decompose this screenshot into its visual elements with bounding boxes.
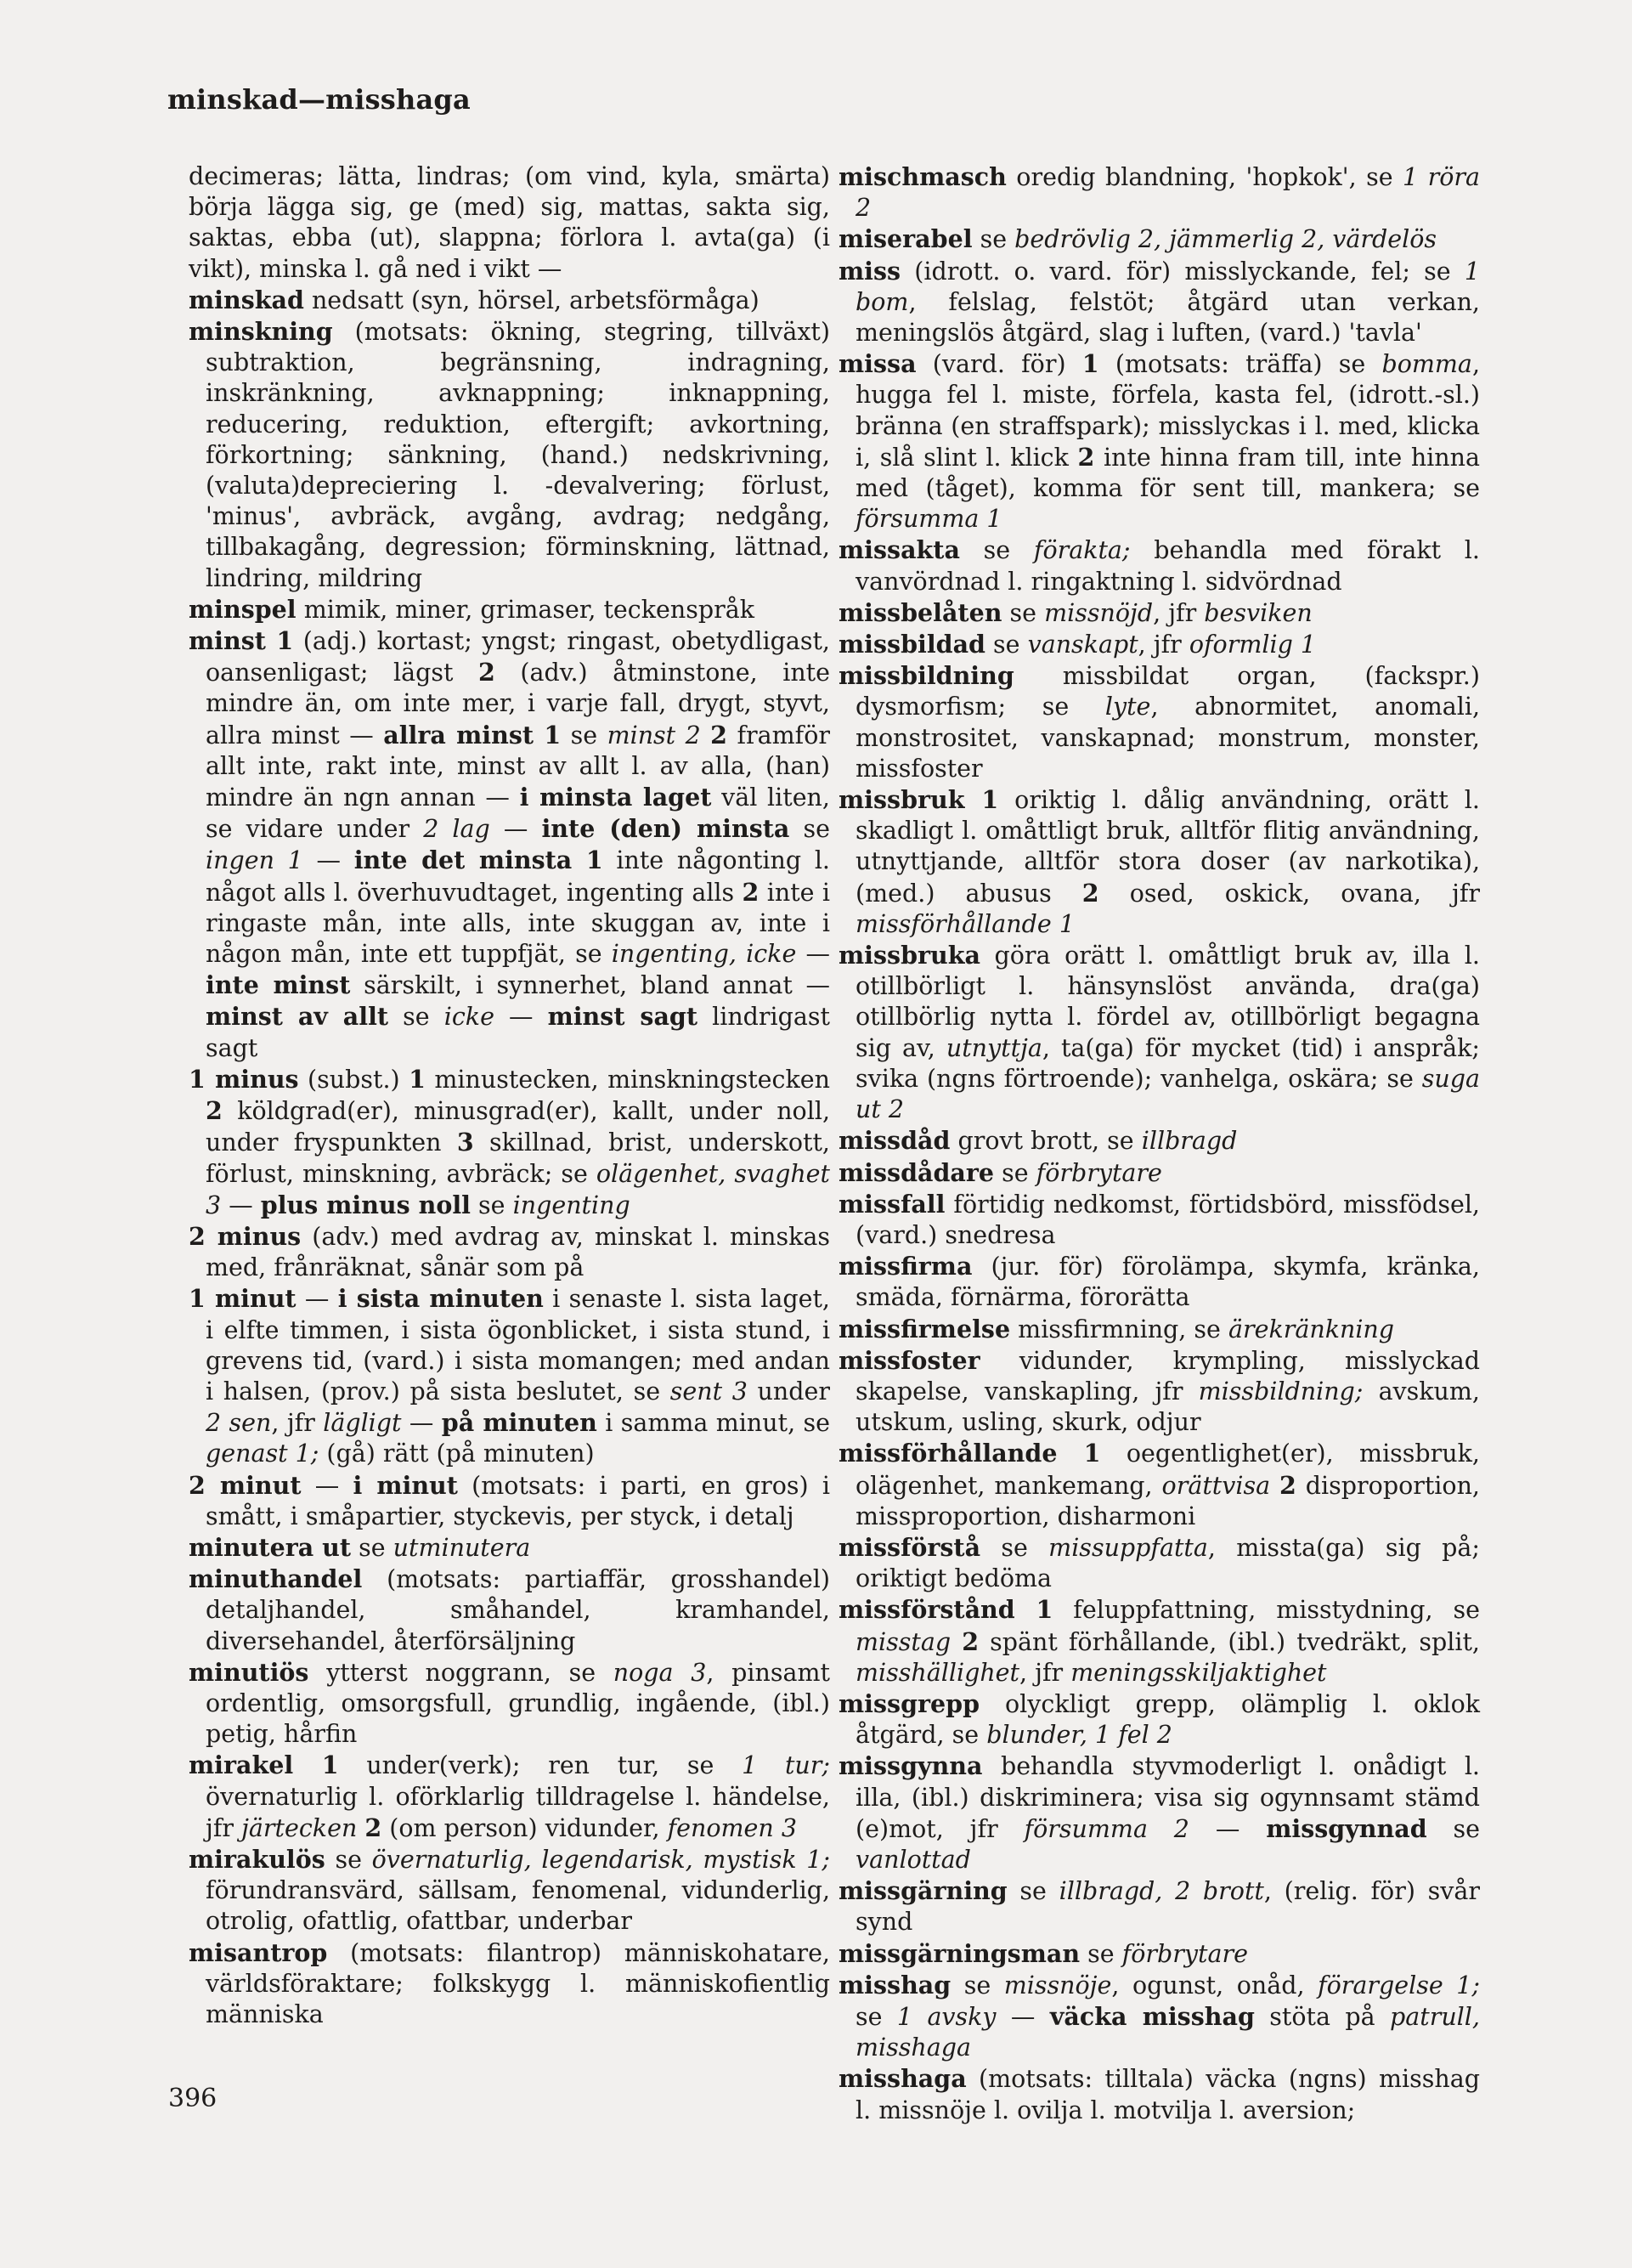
dictionary-entry: minutiös ytterst noggrann, se noga 3, pinsamt ordentlig, omsorgsfull, grundlig, ingående, (ibl.) petig, hårfin xyxy=(189,1657,830,1749)
dictionary-entry: minspel mimik, miner, grimaser, teckenspråk xyxy=(189,594,754,624)
dictionary-entry: minutera ut se utminutera xyxy=(189,1532,531,1562)
dictionary-entry: missfall förtidig nedkomst, förtidsbörd, missfödsel, (vard.) snedresa xyxy=(839,1189,1480,1249)
dictionary-entry: missgynna behandla styvmoderligt l. onådigt l. illa, (ibl.) diskriminera; visa sig ogynnsamt stämd (e)mot, jfr försumma 2 — missgynnad se vanlottad xyxy=(839,1751,1480,1874)
dictionary-entry: minuthandel (motsats: partiaffär, grosshandel) detaljhandel, småhandel, kramhandel, diversehandel, återförsäljning xyxy=(189,1564,830,1655)
dictionary-entry: misshag se missnöje, ogunst, onåd, förargelse 1; se 1 avsky — väcka misshag stöta på patrull, misshaga xyxy=(839,1970,1480,2062)
dictionary-entry: missdådare se förbrytare xyxy=(839,1157,1162,1187)
dictionary-entry: minst 1 (adj.) kortast; yngst; ringast, obetydligast, oansenligast; lägst 2 (adv.) åtminstone, inte mindre än, om inte mer, i varje fall, drygt, styvt, allra minst — allra minst 1 se minst 2 2 framför allt inte, rakt inte, minst av allt l. av alla, (han) mindre än ngn annan — i minsta laget väl liten, se vidare under 2 lag — inte (den) minsta se ingen 1 — inte det minsta 1 inte någonting l. något alls l. överhuvudtaget, ingenting alls 2 inte i ringaste mån, inte alls, inte skuggan av, inte i någon mån, inte ett tuppfjät, se ingenting, icke — inte minst särskilt, i synnerhet, bland annat — minst av allt se icke — minst sagt lindrigast sagt xyxy=(189,626,830,1062)
dictionary-entry: mirakulös se övernaturlig, legendarisk, mystisk 1; förundransvärd, sällsam, fenomenal, vidunderlig, otrolig, ofattlig, ofattbar, underbar xyxy=(189,1844,830,1936)
dictionary-entry: missa (vard. för) 1 (motsats: träffa) se bomma, hugga fel l. miste, förfela, kasta fel, (idrott.-sl.) bränna (en straffspark); misslyckas i l. med, klicka i, slå slint l. klick 2 inte hinna fram till, inte hinna med (tåget), komma för sent till, mankera; se försumma 1 xyxy=(839,349,1480,534)
dictionary-entry: missdåd grovt brott, se illbragd xyxy=(839,1126,1238,1156)
dictionary-entry: minskning (motsats: ökning, stegring, tillväxt) subtraktion, begränsning, indragning, inskränkning, avknappning; inknappning, reducering, reduktion, eftergift; avkortning, förkortning; sänkning, (hand.) nedskrivning, (valuta)depreciering l. -devalvering; förlust, 'minus', avbräck, avgång, avdrag; nedgång, tillbakagång, degression; förminskning, lättnad, lindring, mildring xyxy=(189,317,830,592)
dictionary-entry: 1 minus (subst.) 1 minustecken, minskningstecken 2 köldgrad(er), minusgrad(er), kallt, under noll, under fryspunkten 3 skillnad, brist, underskott, förlust, minskning, avbräck; se olägenhet, svaghet 3 — plus minus noll se ingenting xyxy=(189,1064,830,1219)
running-head: minskad—misshaga xyxy=(167,83,471,116)
dictionary-entry: missbildad se vanskapt, jfr oformlig 1 xyxy=(839,630,1317,659)
dictionary-entry: miserabel se bedrövlig 2, jämmerlig 2, värdelös xyxy=(839,224,1437,254)
dictionary-entry: misshaga (motsats: tilltala) väcka (ngns) misshag l. missnöje l. ovilja l. motvilja l. aversion; xyxy=(839,2064,1480,2124)
dictionary-entry: 1 minut — i sista minuten i senaste l. sista laget, i elfte timmen, i sista ögonblicket, i sista stund, i grevens tid, (vard.) i sista momangen; med andan i halsen, (prov.) på sista beslutet, se sent 3 under 2 sen, jfr lägligt — på minuten i samma minut, se genast 1; (gå) rätt (på minuten) xyxy=(189,1284,831,1468)
dictionary-entry: mirakel 1 under(verk); ren tur, se 1 tur; övernaturlig l. oförklarlig tilldragelse l. händelse, jfr järtecken 2 (om person) vidunder, fenomen 3 xyxy=(189,1750,830,1842)
dictionary-entry: missfirma (jur. för) förolämpa, skymfa, kränka, smäda, förnärma, förorätta xyxy=(839,1252,1480,1312)
dictionary-entry: missbildning missbildat organ, (fackspr.) dysmorfism; se lyte, abnormitet, anomali, monstrositet, vanskapnad; monstrum, monster, missfoster xyxy=(839,661,1480,783)
dictionary-entry: minskad nedsatt (syn, hörsel, arbetsförmåga) xyxy=(189,285,760,314)
dictionary-entry: missgrepp olyckligt grepp, olämplig l. oklok åtgärd, se blunder, 1 fel 2 xyxy=(839,1688,1480,1750)
dictionary-entry: misantrop (motsats: filantrop) människohatare, världsföraktare; folkskygg l. människofientlig människa xyxy=(189,1937,830,2028)
dictionary-entry: miss (idrott. o. vard. för) misslyckande, fel; se 1 bom, felslag, felstöt; åtgärd utan verkan, meningslös åtgärd, slag i luften, (vard.) 'tavla' xyxy=(839,256,1480,348)
dictionary-entry: missgärning se illbragd, 2 brott, (relig. för) svår synd xyxy=(839,1876,1480,1937)
dictionary-entry: missbruk 1 oriktig l. dålig användning, orätt l. skadligt l. omåttligt bruk, alltför flitig användning, utnyttjande, alltför stora doser (av narkotika), (med.) abusus 2 osed, oskick, ovana, jfr missförhållande 1 xyxy=(839,785,1480,938)
dictionary-entry: missfirmelse missfirmning, se ärekränkning xyxy=(839,1314,1395,1343)
dictionary-entry: decimeras; lätta, lindras; (om vind, kyla, smärta) börja lägga sig, ge (med) sig, mattas, sakta sig, saktas, ebba (ut), slappna; förlora l. avta(ga) (i vikt), minska l. gå ned i vikt — xyxy=(189,162,830,283)
dictionary-entry: missfoster vidunder, krympling, misslyckad skapelse, vanskapling, jfr missbildning; avskum, utskum, usling, skurk, odjur xyxy=(839,1345,1480,1437)
page-number: 396 xyxy=(168,2084,217,2113)
dictionary-entry: missförstånd 1 feluppfattning, misstydning, se misstag 2 spänt förhållande, (ibl.) tvedräkt, split, misshällighet, jfr meningsskiljaktighet xyxy=(839,1595,1480,1687)
dictionary-entry: missakta se förakta; behandla med förakt l. vanvördnad l. ringaktning l. sidvördnad xyxy=(839,535,1480,596)
dictionary-entry: missförstå se missuppfatta, missta(ga) sig på; oriktigt bedöma xyxy=(839,1532,1480,1593)
right-column xyxy=(839,161,1480,2126)
dictionary-entry: missbelåten se missnöjd, jfr besviken xyxy=(839,597,1313,627)
left-column xyxy=(189,161,830,2030)
dictionary-entry: missförhållande 1 oegentlighet(er), missbruk, olägenhet, mankemang, orättvisa 2 disproportion, missproportion, disharmoni xyxy=(839,1439,1480,1530)
dictionary-entry: 2 minut — i minut (motsats: i parti, en gros) i smått, i småpartier, styckevis, per styck, i detalj xyxy=(189,1470,830,1530)
dictionary-entry: mischmasch oredig blandning, 'hopkok', se 1 röra 2 xyxy=(839,162,1480,223)
dictionary-entry: 2 minus (adv.) med avdrag av, minskat l. minskas med, frånräknat, sånär som på xyxy=(189,1221,830,1282)
dictionary-entry: missbruka göra orätt l. omåttligt bruk av, illa l. otillbörligt l. hänsynslöst använda, dra(ga) otillbörlig nytta l. fördel av, otillbörligt begagna sig av, utnyttja, ta(ga) för mycket (tid) i anspråk; svika (ngns förtroende); vanhelga, oskära; se suga ut 2 xyxy=(839,941,1480,1124)
dictionary-entry: missgärningsman se förbrytare xyxy=(839,1938,1248,1968)
